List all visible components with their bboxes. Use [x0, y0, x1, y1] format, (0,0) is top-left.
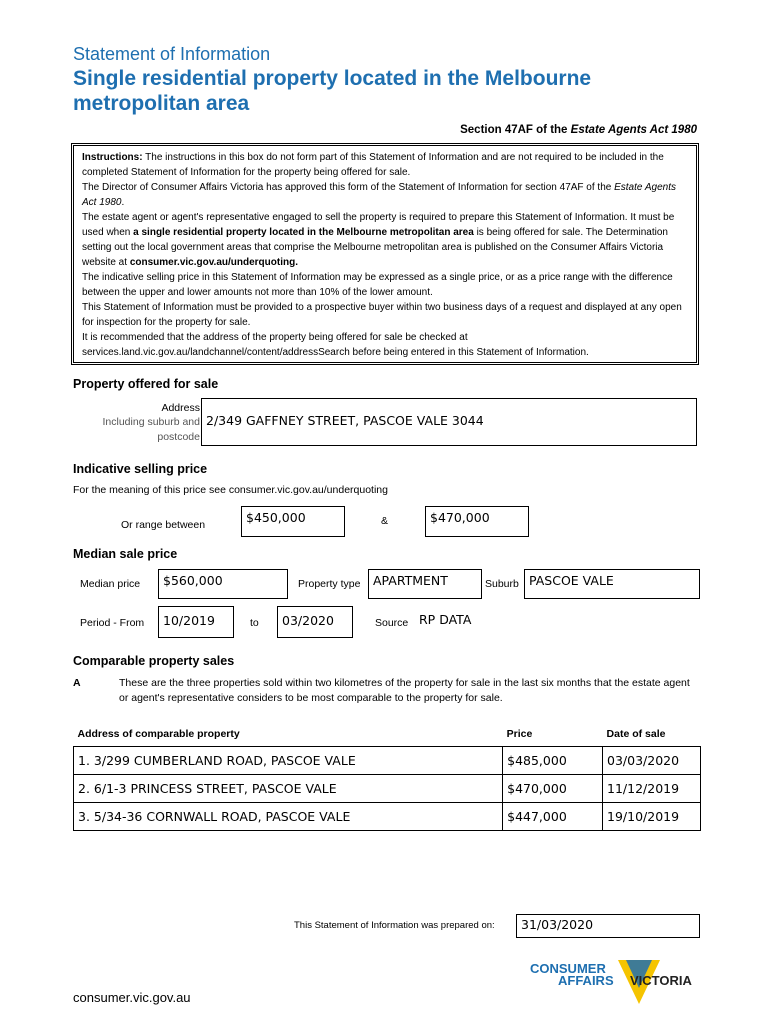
range-and-label: & [381, 515, 389, 527]
prepared-date-field[interactable]: 31/03/2020 [516, 914, 700, 938]
instructions-p1: Instructions: The instructions in this box do not form part of this Statement of Information and are not required to be included in the completed Statement of Information for the property being offered for sale. [82, 152, 664, 178]
range-label: Or range between [121, 519, 206, 531]
instructions-p5: This Statement of Information must be provided to a prospective buyer within two business days of a request and displayed at any open for inspection for the property for sale. [82, 302, 682, 328]
property-heading: Property offered for sale [73, 377, 219, 391]
col-date-header: Date of sale [606, 728, 666, 740]
underquoting-link[interactable]: consumer.vic.gov.au/underquoting. [129, 257, 298, 268]
source-field[interactable]: RP DATA [415, 606, 698, 638]
logo-line-3: VICTORIA [630, 973, 692, 988]
indicative-heading: Indicative selling price [73, 462, 208, 476]
property-type-field[interactable]: APARTMENT [368, 569, 482, 599]
median-price-label: Median price [80, 578, 141, 590]
instructions-box [73, 145, 697, 363]
median-heading: Median sale price [73, 547, 178, 561]
address-label: Address [161, 402, 200, 414]
property-type-label: Property type [298, 578, 361, 590]
median-price-field[interactable]: $560,000 [158, 569, 288, 599]
comparable-price-cell[interactable]: $485,000 [503, 747, 603, 775]
instructions-p4: The indicative selling price in this Statement of Information may be expressed as a single price, or as a price range with the difference between the upper and lower amounts not more than 10% of the lower amount. [82, 272, 673, 298]
form-statement-label: Statement of Information [73, 44, 271, 64]
address-sublabel-1: Including suburb and [102, 416, 200, 428]
prepared-on-label: This Statement of Information was prepared on: [294, 920, 495, 931]
price-range-low-field[interactable]: $450,000 [241, 506, 345, 537]
comparable-address-cell[interactable]: 1. 3/299 CUMBERLAND ROAD, PASCOE VALE [74, 747, 503, 775]
period-to-field[interactable]: 03/2020 [277, 606, 353, 638]
col-price-header: Price [506, 728, 533, 740]
comparable-date-cell[interactable]: 03/03/2020 [603, 747, 701, 775]
instructions-p2: The Director of Consumer Affairs Victoria has approved this form of the Statement of Information for section 47AF of the Estate Agents Act 1980. [82, 182, 676, 208]
source-label: Source [375, 617, 409, 629]
section-reference: Section 47AF of the Estate Agents Act 1980 [460, 124, 697, 136]
comparable-price-cell[interactable]: $447,000 [503, 803, 603, 831]
period-from-field[interactable]: 10/2019 [158, 606, 234, 638]
address-sublabel-2: postcode [157, 431, 200, 443]
comparable-sales-table [73, 728, 701, 831]
col-address-header: Address of comparable property [77, 728, 240, 740]
logo-line-1: CONSUMER [530, 961, 606, 976]
table-row [74, 775, 701, 803]
footer-url[interactable]: consumer.vic.gov.au [73, 990, 191, 1005]
page-title: Single residential property located in the Melbourne metropolitan area [73, 67, 592, 115]
instructions-p3: The estate agent or agent's representative engaged to sell the property is required to prepare this Statement of Information. It must be used when a single residential property located in the Melbourne metropolitan area is being offered for sale. The Determination setting out the local government areas that comprise the Melbourne metropolitan area is published on the Consumer Affairs Victoria website at consumer.vic.gov.au/underquoting. [82, 212, 675, 268]
table-row [74, 747, 701, 775]
table-header-row [74, 728, 701, 747]
price-range-high-field[interactable]: $470,000 [425, 506, 529, 537]
period-to-label: to [250, 617, 259, 629]
instructions-p6: It is recommended that the address of the property being offered for sale be checked at services.land.vic.gov.au/landchannel/content/addressSearch before being entered in this Statement of Information. [82, 332, 589, 358]
comparable-date-cell[interactable]: 11/12/2019 [603, 775, 701, 803]
comparable-date-cell[interactable]: 19/10/2019 [603, 803, 701, 831]
period-from-label: Period - From [80, 617, 145, 629]
comparable-heading: Comparable property sales [73, 654, 235, 668]
indicative-note: For the meaning of this price see consumer.vic.gov.au/underquoting [73, 484, 388, 496]
suburb-label: Suburb [485, 578, 519, 590]
comparable-price-cell[interactable]: $470,000 [503, 775, 603, 803]
address-field[interactable]: 2/349 GAFFNEY STREET, PASCOE VALE 3044 [201, 398, 697, 446]
comparable-address-cell[interactable]: 3. 5/34-36 CORNWALL ROAD, PASCOE VALE [74, 803, 503, 831]
logo-line-2: AFFAIRS [558, 973, 614, 988]
comparable-address-cell[interactable]: 2. 6/1-3 PRINCESS STREET, PASCOE VALE [74, 775, 503, 803]
comparable-marker: A [73, 677, 81, 689]
suburb-field[interactable]: PASCOE VALE [524, 569, 700, 599]
consumer-affairs-victoria-logo [530, 958, 705, 1008]
table-row [74, 803, 701, 831]
comparable-description: These are the three properties sold within two kilometres of the property for sale in the last six months that the estate agent or agent's representative considers to be most comparable to the property for sale. [119, 677, 690, 704]
